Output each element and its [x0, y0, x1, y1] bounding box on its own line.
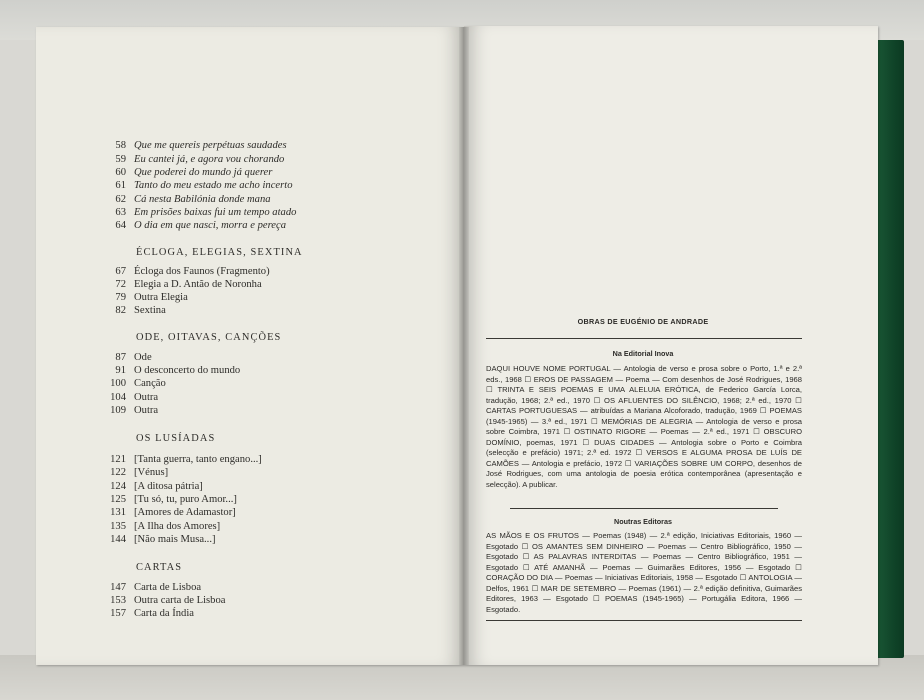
toc-entry: 121 [Tanta guerra, tanto engano...] — [110, 454, 262, 465]
toc-entry: 62 Cá nesta Babilónia donde mana — [115, 194, 271, 205]
publisher-heading-inova: Na Editorial Inova — [612, 349, 674, 358]
section-heading-ecloga: ÉCLOGA, ELEGIAS, SEXTINA — [136, 247, 303, 258]
toc-entry: 60 Que poderei do mundo já querer — [115, 167, 273, 178]
toc-entry: 147 Carta de Lisboa — [110, 582, 202, 593]
toc-entry: 82 Sextina — [115, 305, 166, 316]
toc-entry: 100 Canção — [110, 378, 166, 389]
section-heading-lusiadas: OS LUSÍADAS — [136, 433, 216, 444]
toc-entry: 153 Outra carta de Lisboa — [110, 595, 226, 606]
works-list-outras: AS MÃOS E OS FRUTOS — Poemas (1948) — 2.ª edição, Iniciativas Editoriais, 1960 — Esgotado ☐ OS AMANTES SEM DINHEIRO — Poemas — Centro Bibliográfico, 1950 — Esgotado ☐ AS PALAVRAS INTERDITAS — Poemas — Centro Bibliográfico, 1951 — Esgotado ☐ ATÉ AMANHÃ — Poemas — Guimarães Editores, 1956 — Esgotado ☐ CORAÇÃO DO DIA — Poemas — Iniciativas Editoriais, 1958 — Esgotado ☐ ANTOLOGIA — Delfos, 1961 ☐ MAR DE SETEMBRO — Poemas (1961) — 2.ª edição definitiva, Guimarães Editores, 1963 — Esgotado ☐ POEMAS (1945-1965) — Portugália Editora, 1966 — Esgotado. — [486, 531, 802, 614]
section-heading-cartas: CARTAS — [136, 562, 183, 573]
toc-entry: 124 [A ditosa pátria] — [110, 481, 203, 492]
toc-entry: 131 [Amores de Adamastor] — [110, 507, 236, 518]
divider-rule — [486, 338, 802, 339]
toc-entry: 157 Carta da Índia — [110, 608, 195, 619]
toc-entry: 67 Écloga dos Faunos (Fragmento) — [115, 266, 270, 277]
toc-entry: 109 Outra — [110, 405, 159, 416]
divider-rule — [486, 620, 802, 621]
divider-rule — [510, 508, 778, 509]
toc-entry: 72 Elegia a D. Antão de Noronha — [115, 279, 262, 290]
book-gutter — [459, 27, 469, 665]
left-page — [36, 27, 464, 665]
publisher-heading-outras: Noutras Editoras — [614, 517, 672, 526]
book-cover-edge — [874, 40, 904, 658]
works-heading: OBRAS DE EUGÉNIO DE ANDRADE — [577, 317, 709, 326]
toc-entry: 59 Eu cantei já, e agora vou chorando — [115, 154, 285, 165]
toc-entry: 58 Que me quereis perpétuas saudades — [115, 140, 287, 151]
toc-entry: 91 O desconcerto do mundo — [115, 365, 241, 376]
toc-entry: 135 [A Ilha dos Amores] — [110, 521, 221, 532]
toc-entry: 61 Tanto do meu estado me acho incerto — [115, 180, 293, 191]
toc-entry: 122 [Vénus] — [110, 467, 169, 478]
works-list-inova: DAQUI HOUVE NOME PORTUGAL — Antologia de verso e prosa sobre o Porto, 1.ª e 2.ª eds., 1968 ☐ EROS DE PASSAGEM — Poema — Com desenhos de José Rodrigues, 1968 ☐ TRINTA E SEIS POEMAS E UMA ALELUIA ERÓTICA, de Federico García Lorca, tradução, 1968; 2.ª ed., 1970 ☐ OS AFLUENTES DO SILÊNCIO, 1968; 2.ª ed., 1970 ☐ CARTAS PORTUGUESAS — atribuídas a Mariana Alcoforado, tradução, 1969 ☐ POEMAS (1945-1965) — 3.ª ed., 1971 ☐ MEMÓRIAS DE ALEGRIA — Antologia de verso e prosa sobre Coimbra, 1971 ☐ OSTINATO RIGORE — Poemas — 2.ª ed., 1971 ☐ OBSCURO DOMÍNIO, poemas, 1971 ☐ DUAS CIDADES — Antologia sobre o Porto e Coimbra (selecção e prefácio) 1971; 2.ª ed. 1972 ☐ VERSOS E ALGUMA PROSA DE LUÍS DE CAMÕES — Antologia e prefácio, 1972 ☐ VARIAÇÕES SOBRE UM CORPO, desenhos de José Rodrigues, com uma antologia de poesia erótica contemporânea (apresentação e selecção). A publicar. — [486, 364, 802, 490]
toc-entry: 144 [Não mais Musa...] — [110, 534, 216, 545]
toc-entry: 125 [Tu só, tu, puro Amor...] — [110, 494, 237, 505]
section-heading-ode: ODE, OITAVAS, CANÇÕES — [136, 332, 282, 343]
toc-entry: 104 Outra — [110, 392, 159, 403]
toc-entry: 63 Em prisões baixas fui um tempo atado — [115, 207, 297, 218]
toc-entry: 64 O dia em que nasci, morra e pereça — [115, 220, 287, 231]
toc-entry: 79 Outra Elegia — [115, 292, 188, 303]
toc-entry: 87 Ode — [115, 352, 152, 363]
